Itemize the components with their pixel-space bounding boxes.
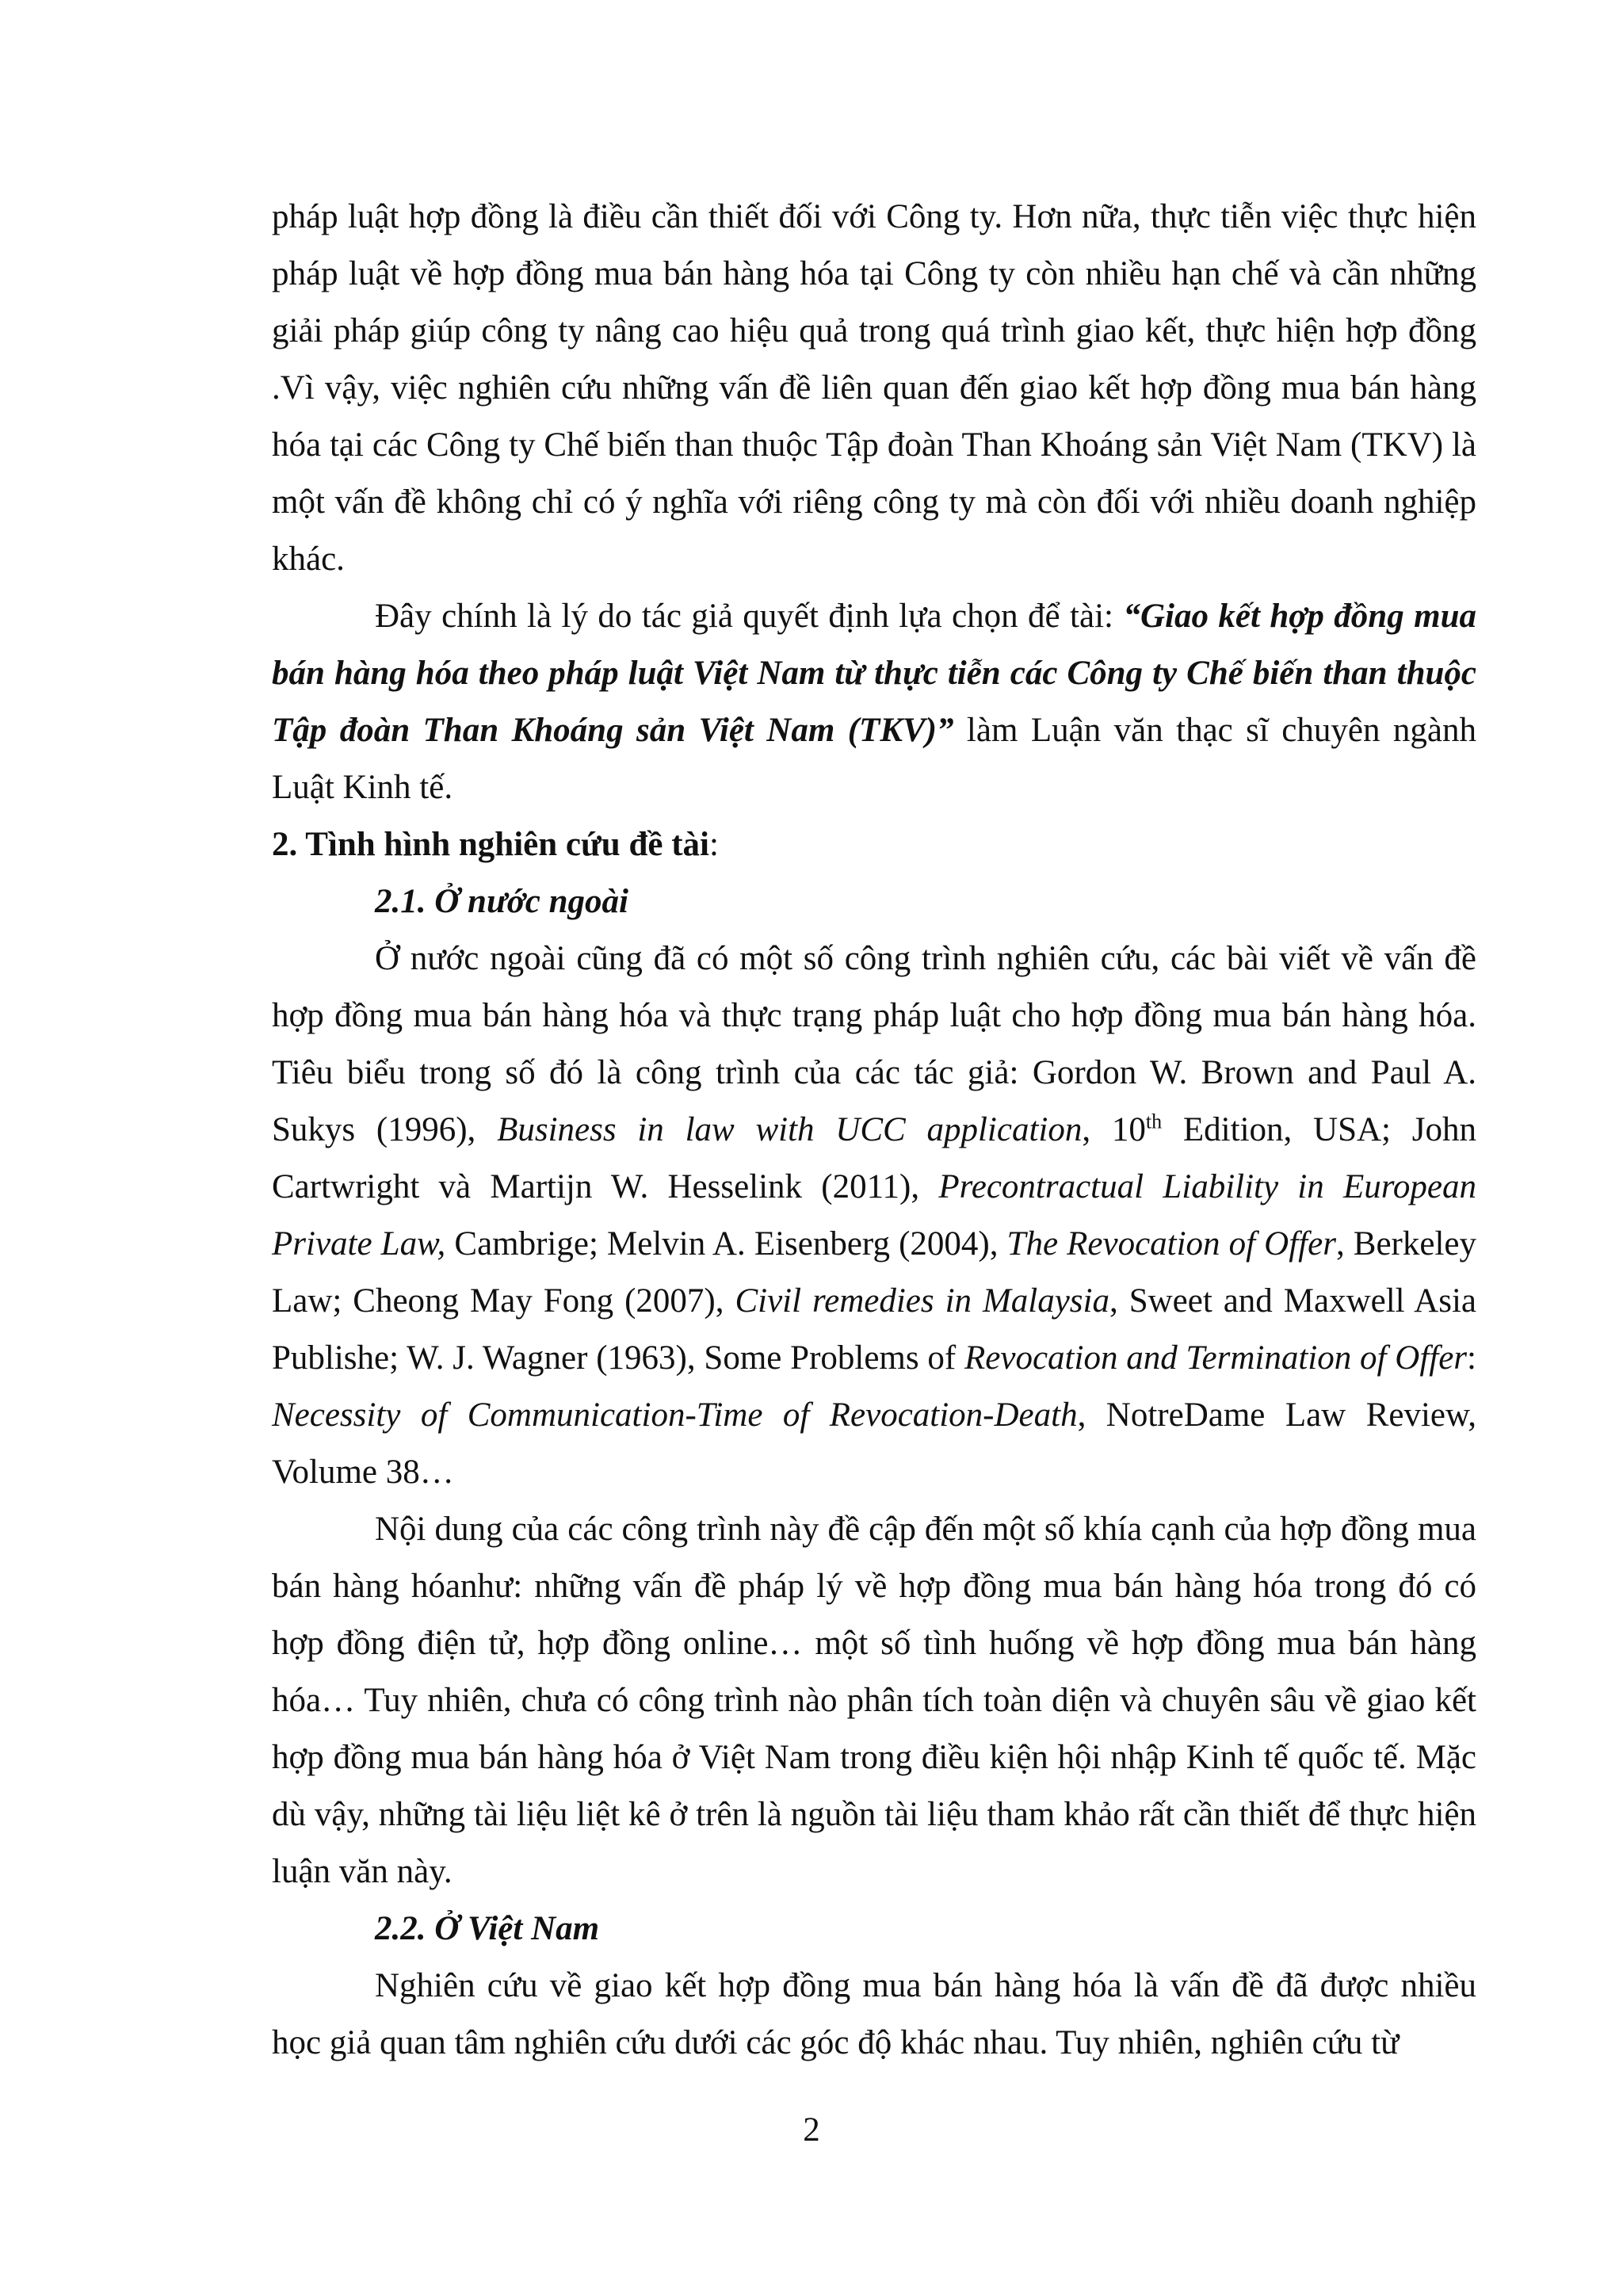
work-title: Necessity of Communication-Time of Revocation-Death xyxy=(272,1396,1078,1434)
work-title: Precontractual Liability in European Private Law, xyxy=(272,1168,1476,1263)
topic-lead: Đây chính là lý do tác giả quyết định lựa chọn để tài: xyxy=(375,598,1124,635)
paragraph-topic-choice xyxy=(272,588,1476,816)
text-run: , Berkeley Law; Cheong May Fong (2007), xyxy=(272,1225,1476,1320)
text-run: : xyxy=(1467,1339,1476,1377)
work-title: Revocation and Termination of Offer xyxy=(964,1339,1468,1377)
page-body xyxy=(272,189,1476,2072)
superscript: th xyxy=(1145,1110,1163,1133)
subsection-heading-vietnam: 2.2. Ở Việt Nam xyxy=(375,1910,600,1947)
work-title: The Revocation of Offer xyxy=(1006,1225,1336,1263)
work-title: Civil remedies in Malaysia xyxy=(735,1282,1109,1320)
thesis-title: “Giao kết hợp đồng mua bán hàng hóa theo pháp luật Việt Nam từ thực tiễn các Công ty Chế biến than thuộc Tập đoàn Than Khoáng sản Việt Nam (TKV)” xyxy=(272,598,1476,749)
subsection-heading-abroad: 2.1. Ở nước ngoài xyxy=(375,883,629,920)
paragraph-foreign-works xyxy=(272,930,1476,1501)
text-run: , NotreDame Law Review, Volume 38… xyxy=(272,1396,1476,1491)
text-run: Ở nước ngoài cũng đã có một số công trình nghiên cứu, các bài viết về vấn đề hợp đồng mua bán hàng hóa và thực trạng pháp luật cho hợp đồng mua bán hàng hóa. Tiêu biểu trong số đó là công trình của các tác giả: Gordon W. Brown and Paul A. Sukys (1996), xyxy=(272,940,1476,1148)
paragraph-foreign-content: Nội dung của các công trình này đề cập đến một số khía cạnh của hợp đồng mua bán hàng hóanhư: những vấn đề pháp lý về hợp đồng mua bán hàng hóa trong đó có hợp đồng điện tử, hợp đồng online… một số tình huống về hợp đồng mua bán hàng hóa… Tuy nhiên, chưa có công trình nào phân tích toàn diện và chuyên sâu về giao kết hợp đồng mua bán hàng hóa ở Việt Nam trong điều kiện hội nhập Kinh tế quốc tế. Mặc dù vậy, những tài liệu liệt kê ở trên là nguồn tài liệu tham khảo rất cần thiết để thực hiện luận văn này. xyxy=(272,1511,1476,1890)
work-title: Business in law with UCC application xyxy=(497,1111,1083,1148)
section-heading-text: 2. Tình hình nghiên cứu đề tài xyxy=(272,826,709,863)
text-run: , 10 xyxy=(1082,1111,1146,1148)
topic-tail: làm Luận văn thạc sĩ chuyên ngành Luật Kinh tế. xyxy=(272,712,1476,806)
paragraph-continuation: pháp luật hợp đồng là điều cần thiết đối với Công ty. Hơn nữa, thực tiễn việc thực hiện pháp luật về hợp đồng mua bán hàng hóa tại Công ty còn nhiều hạn chế và cần những giải pháp giúp công ty nâng cao hiệu quả trong quá trình giao kết, thực hiện hợp đồng .Vì vậy, việc nghiên cứu những vấn đề liên quan đến giao kết hợp đồng mua bán hàng hóa tại các Công ty Chế biến than thuộc Tập đoàn Than Khoáng sản Việt Nam (TKV) là một vấn đề không chỉ có ý nghĩa với riêng công ty mà còn đối với nhiều doanh nghiệp khác. xyxy=(272,198,1476,578)
text-run: Cambrige; Melvin A. Eisenberg (2004), xyxy=(445,1225,1007,1263)
text-run: Edition, USA; John Cartwright và Martijn W. Hesselink (2011), xyxy=(272,1111,1477,1205)
paragraph-vietnam-research: Nghiên cứu về giao kết hợp đồng mua bán hàng hóa là vấn đề đã được nhiều học giả quan tâm nghiên cứu dưới các góc độ khác nhau. Tuy nhiên, nghiên cứu từ xyxy=(272,1967,1476,2061)
section-heading-colon: : xyxy=(708,826,719,863)
text-run: , Sweet and Maxwell Asia Publishe; W. J. Wagner (1963), Some Problems of xyxy=(272,1282,1476,1377)
section-heading-research-status xyxy=(272,816,1476,873)
page-number: 2 xyxy=(803,2111,820,2149)
